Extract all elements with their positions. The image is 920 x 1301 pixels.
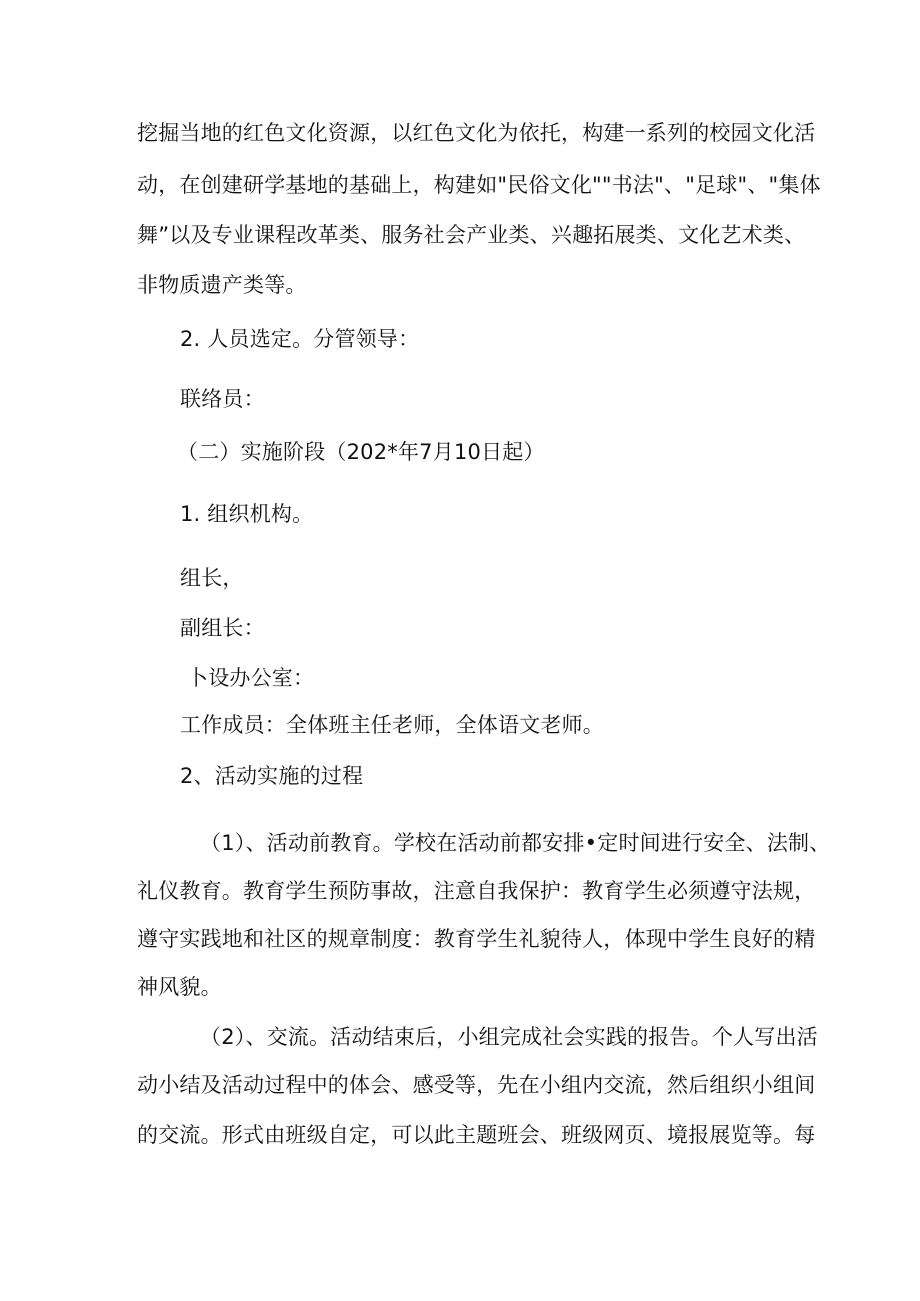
paragraph-1-line-1: 挖掘当地的红色文化资源，以红色文化为依托，构建一系列的校园文化活 (137, 121, 816, 145)
item-1-line-1: （1）、活动前教育。学校在活动前都安排•定时间进行安全、法制、 (200, 831, 831, 855)
liaison: 联络员： (180, 387, 265, 411)
office: 卜设办公室： (187, 666, 315, 690)
paragraph-1-line-2: 动，在创建研学基地的基础上，构建如"民俗文化""书法"、"足球"、"集体 (137, 173, 821, 197)
staff-members: 工作成员：全体班主任老师，全体语文老师。 (180, 713, 604, 737)
item-2-line-3: 的交流。形式由班级自定，可以此主题班会、班级网页、境报展览等。每 (137, 1123, 816, 1147)
item-2-line-2: 动小结及活动过程中的体会、感受等，先在小组内交流，然后组织小组间 (137, 1073, 816, 1097)
item-2-line-1: （2）、交流。活动结束后，小组完成社会实践的报告。个人写出活 (200, 1025, 818, 1049)
personnel-selection: 2. 人员选定。分管领导： (180, 327, 420, 351)
implementation-stage-heading: （二）实施阶段（202*年7月10日起） (177, 440, 545, 464)
process-heading: 2、活动实施的过程 (180, 764, 364, 788)
item-1-line-2: 礼仪教育。教育学生预防事故，注意自我保护：教育学生必须遵守法规， (137, 879, 816, 903)
paragraph-1-line-4: 非物质遗产类等。 (137, 273, 307, 297)
item-1-line-3: 遵守实践地和社区的规章制度：教育学生礼貌待人，体现中学生良好的精 (137, 927, 816, 951)
organization-heading: 1. 组织机构。 (180, 502, 314, 526)
item-1-line-4: 神风貌。 (137, 975, 222, 999)
group-leader: 组长， (180, 566, 244, 590)
paragraph-1-line-3: 舞”以及专业课程改革类、服务社会产业类、兴趣拓展类、文化艺术类、 (137, 223, 806, 247)
deputy-leader: 副组长： (180, 616, 265, 640)
